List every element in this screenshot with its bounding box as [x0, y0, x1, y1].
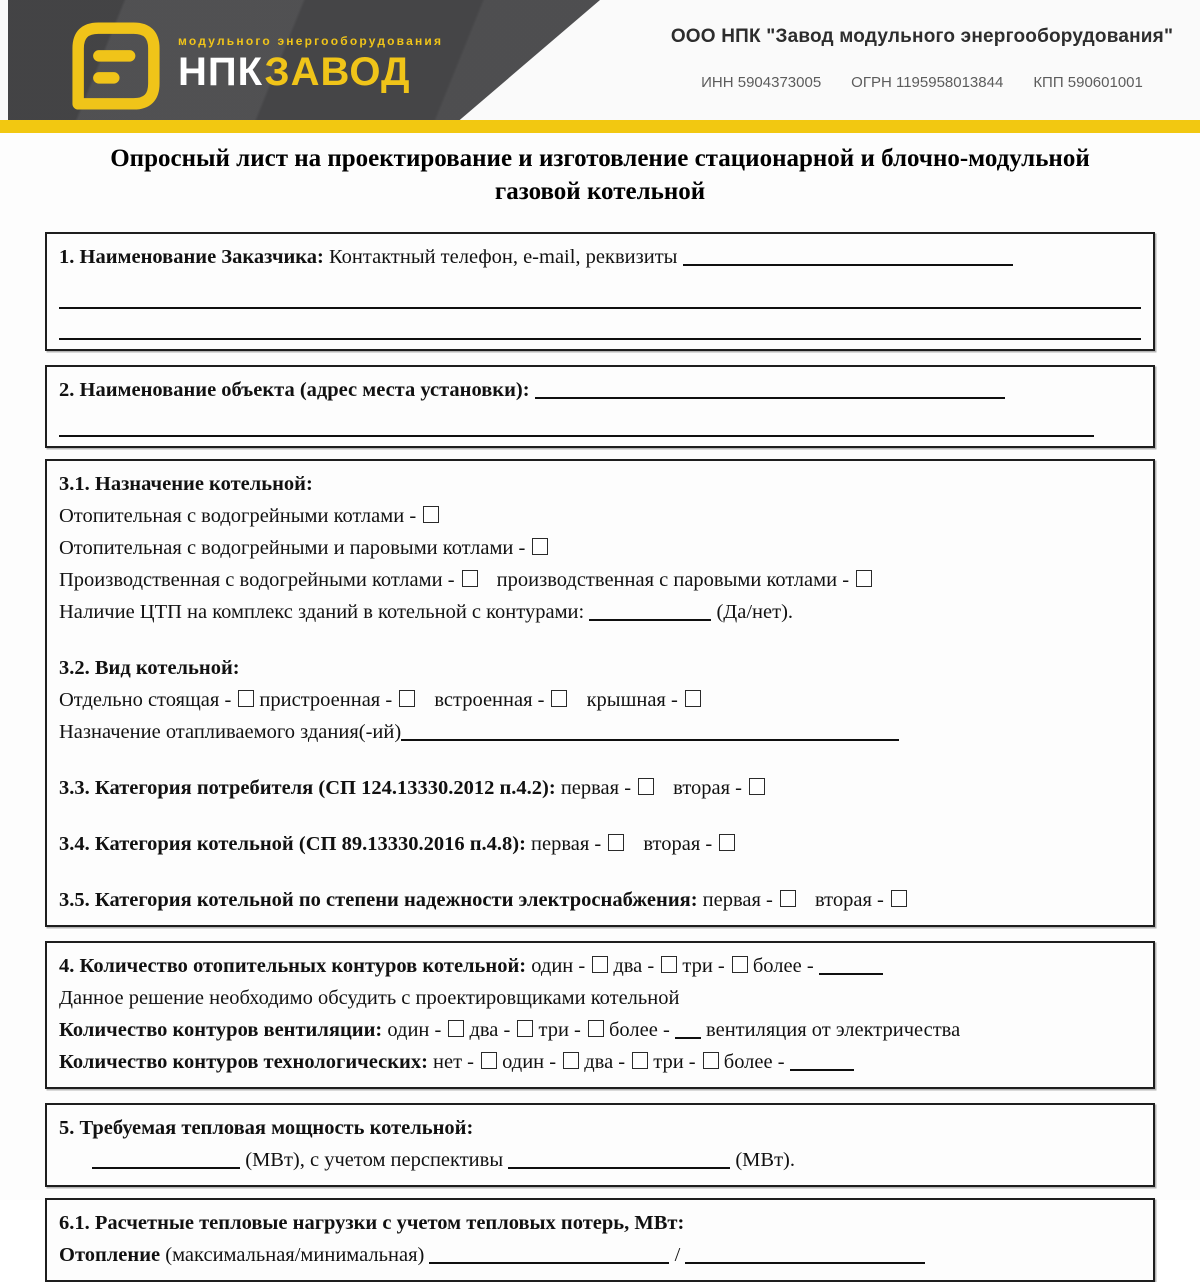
heating-load-min-field[interactable] [685, 1240, 925, 1264]
checkbox-attached[interactable] [399, 690, 415, 707]
option-attached-label: пристроенная - [259, 689, 393, 711]
checkbox-reliability-first[interactable] [780, 890, 796, 907]
consumer-second-label: вторая - [673, 777, 742, 799]
heating-more-label: более - [752, 955, 814, 977]
section-4-circuits [45, 941, 1155, 1089]
object-line [59, 374, 1141, 406]
customer-extra-line-1[interactable] [59, 278, 1141, 309]
object-extra-line[interactable] [59, 406, 1094, 437]
tech-more-label: более - [723, 1051, 785, 1073]
section-1-customer [45, 232, 1155, 351]
company-inn: ИНН 5904373005 [701, 74, 822, 91]
checkbox-builtin[interactable] [551, 690, 567, 707]
section-5-power [45, 1103, 1155, 1187]
section-3-3-label: 3.3. Категория потребителя (СП 124.13330.2012 п.4.2): [59, 777, 556, 799]
checkbox-tech-none[interactable] [481, 1052, 497, 1069]
heating-load-separator: / [674, 1244, 681, 1266]
checkbox-tech-three[interactable] [703, 1052, 719, 1069]
section-3-2-label: 3.2. Вид котельной: [59, 657, 240, 679]
checkbox-tech-two[interactable] [632, 1052, 648, 1069]
heating-load-label: Отопление [59, 1244, 161, 1266]
option-heating-water-steam [59, 532, 1141, 564]
ventilation-label: Количество контуров вентиляции: [59, 1019, 383, 1041]
checkbox-consumer-first[interactable] [638, 778, 654, 795]
boiler-kind-options [59, 684, 1141, 716]
checkbox-heating-one[interactable] [592, 956, 608, 973]
customer-contacts-field[interactable] [683, 242, 1013, 266]
checkbox-consumer-second[interactable] [749, 778, 765, 795]
yellow-accent-stripe [0, 120, 1200, 133]
vent-two-label: два - [469, 1019, 511, 1041]
power-unit2-label: (МВт). [735, 1149, 795, 1171]
vent-more-field[interactable] [675, 1015, 701, 1039]
heating-circuits-line [59, 950, 1141, 982]
vent-three-label: три - [538, 1019, 581, 1041]
tech-one-label: один - [502, 1051, 557, 1073]
consumer-category-line [59, 772, 1141, 804]
heating-load-line [59, 1239, 1141, 1271]
company-kpp: КПП 590601001 [1033, 74, 1143, 91]
logo-tagline: модульного энергооборудования [178, 34, 444, 48]
section-6-loads [45, 1198, 1155, 1282]
consumer-first-label: первая - [560, 777, 632, 799]
checkbox-vent-three[interactable] [588, 1020, 604, 1037]
company-requisites [662, 74, 1182, 91]
checkbox-vent-one[interactable] [448, 1020, 464, 1037]
logo-brand [178, 51, 443, 93]
tech-none-label: нет - [433, 1051, 474, 1073]
power-field[interactable] [92, 1145, 240, 1169]
power-perspective-field[interactable] [508, 1145, 730, 1169]
logo-brand-npk: НПК [178, 50, 265, 94]
building-purpose-field[interactable] [401, 717, 899, 741]
tech-circuits-line [59, 1046, 1141, 1078]
power-reliability-line [59, 884, 1141, 916]
option-industrial-steam-label: производственная с паровыми котлами - [496, 569, 850, 591]
checkbox-heating-two[interactable] [661, 956, 677, 973]
option-industrial [59, 564, 1141, 596]
tech-more-field[interactable] [790, 1047, 854, 1071]
tech-label: Количество контуров технологических: [59, 1051, 428, 1073]
checkbox-heating-three[interactable] [732, 956, 748, 973]
checkbox-boiler-second[interactable] [719, 834, 735, 851]
boiler-first-label: первая - [531, 833, 602, 855]
tech-three-label: три - [653, 1051, 696, 1073]
page-header [0, 0, 1200, 133]
option-heating-water-label: Отопительная с водогрейными котлами - [59, 505, 417, 527]
document-title: Опросный лист на проектирование и изготовление стационарной и блочно-модульной газовой котельной [110, 145, 1090, 205]
section-1-hint: Контактный телефон, e-mail, реквизиты [329, 246, 678, 268]
option-heating-water-steam-label: Отопительная с водогрейными и паровыми котлами - [59, 537, 526, 559]
section-1-label: 1. Наименование Заказчика: [59, 246, 324, 268]
heating-one-label: один - [531, 955, 586, 977]
boiler-category-line [59, 828, 1141, 860]
ctp-field[interactable] [589, 597, 711, 621]
building-purpose-label: Назначение отапливаемого здания(-ий) [59, 721, 402, 743]
customer-extra-line-2[interactable] [59, 309, 1141, 340]
ctp-line [59, 596, 1141, 628]
vent-one-label: один - [387, 1019, 442, 1041]
logo-brand-zavod: ЗАВОД [264, 50, 411, 94]
circuits-note: Данное решение необходимо обсудить с проектировщиками котельной [59, 987, 680, 1009]
option-roof-label: крышная - [586, 689, 678, 711]
ctp-suffix: (Да/нет). [716, 601, 794, 623]
checkbox-reliability-second[interactable] [891, 890, 907, 907]
checkbox-industrial-water[interactable] [462, 570, 478, 587]
checkbox-vent-two[interactable] [517, 1020, 533, 1037]
power-line [59, 1144, 1141, 1176]
boiler-second-label: вторая - [643, 833, 713, 855]
object-address-field[interactable] [535, 375, 1005, 399]
checkbox-roof[interactable] [685, 690, 701, 707]
checkbox-heating-water-steam[interactable] [532, 538, 548, 555]
heating-load-max-field[interactable] [429, 1240, 669, 1264]
checkbox-industrial-steam[interactable] [856, 570, 872, 587]
reliability-first-label: первая - [702, 889, 773, 911]
company-logo [70, 22, 443, 110]
customer-line [59, 241, 1141, 273]
heating-more-field[interactable] [819, 951, 883, 975]
option-heating-water [59, 500, 1141, 532]
checkbox-detached[interactable] [238, 690, 254, 707]
company-name: ООО НПК "Завод модульного энергооборудования" [670, 26, 1174, 47]
section-2-object [45, 365, 1155, 448]
option-industrial-water-label: Производственная с водогрейными котлами - [59, 569, 455, 591]
tech-two-label: два - [584, 1051, 626, 1073]
section-3-5-label: 3.5. Категория котельной по степени надежности электроснабжения: [59, 889, 698, 911]
building-purpose-line [59, 716, 1141, 748]
vent-electric-label: вентиляция от электричества [706, 1019, 961, 1041]
checkbox-boiler-first[interactable] [608, 834, 624, 851]
section-2-label: 2. Наименование объекта (адрес места установки): [59, 379, 530, 401]
section-3-4-label: 3.4. Категория котельной (СП 89.13330.2016 п.4.8): [59, 833, 526, 855]
section-3-1-label: 3.1. Назначение котельной: [59, 473, 313, 495]
company-ogrn: ОГРН 1195958013844 [851, 74, 1004, 91]
power-unit-label: (МВт), с учетом перспективы [245, 1149, 504, 1171]
checkbox-tech-one[interactable] [563, 1052, 579, 1069]
ctp-label: Наличие ЦТП на комплекс зданий в котельной с контурами: [59, 601, 585, 623]
logo-text [178, 22, 443, 93]
reliability-second-label: вторая - [815, 889, 884, 911]
heating-two-label: два - [613, 955, 655, 977]
section-5-label: 5. Требуемая тепловая мощность котельной: [59, 1117, 474, 1139]
npk-logo-icon [70, 22, 162, 110]
vent-more-label: более - [609, 1019, 670, 1041]
section-4-label: 4. Количество отопительных контуров котельной: [59, 955, 527, 977]
heating-three-label: три - [682, 955, 725, 977]
checkbox-heating-water[interactable] [423, 506, 439, 523]
option-builtin-label: встроенная - [434, 689, 545, 711]
section-6-label: 6.1. Расчетные тепловые нагрузки с учетом тепловых потерь, МВт: [59, 1212, 685, 1234]
section-3-boiler-type [45, 459, 1155, 927]
company-info [662, 26, 1182, 91]
heating-load-hint: (максимальная/минимальная) [165, 1244, 425, 1266]
option-detached-label: Отдельно стоящая - [59, 689, 232, 711]
ventilation-circuits-line [59, 1014, 1141, 1046]
